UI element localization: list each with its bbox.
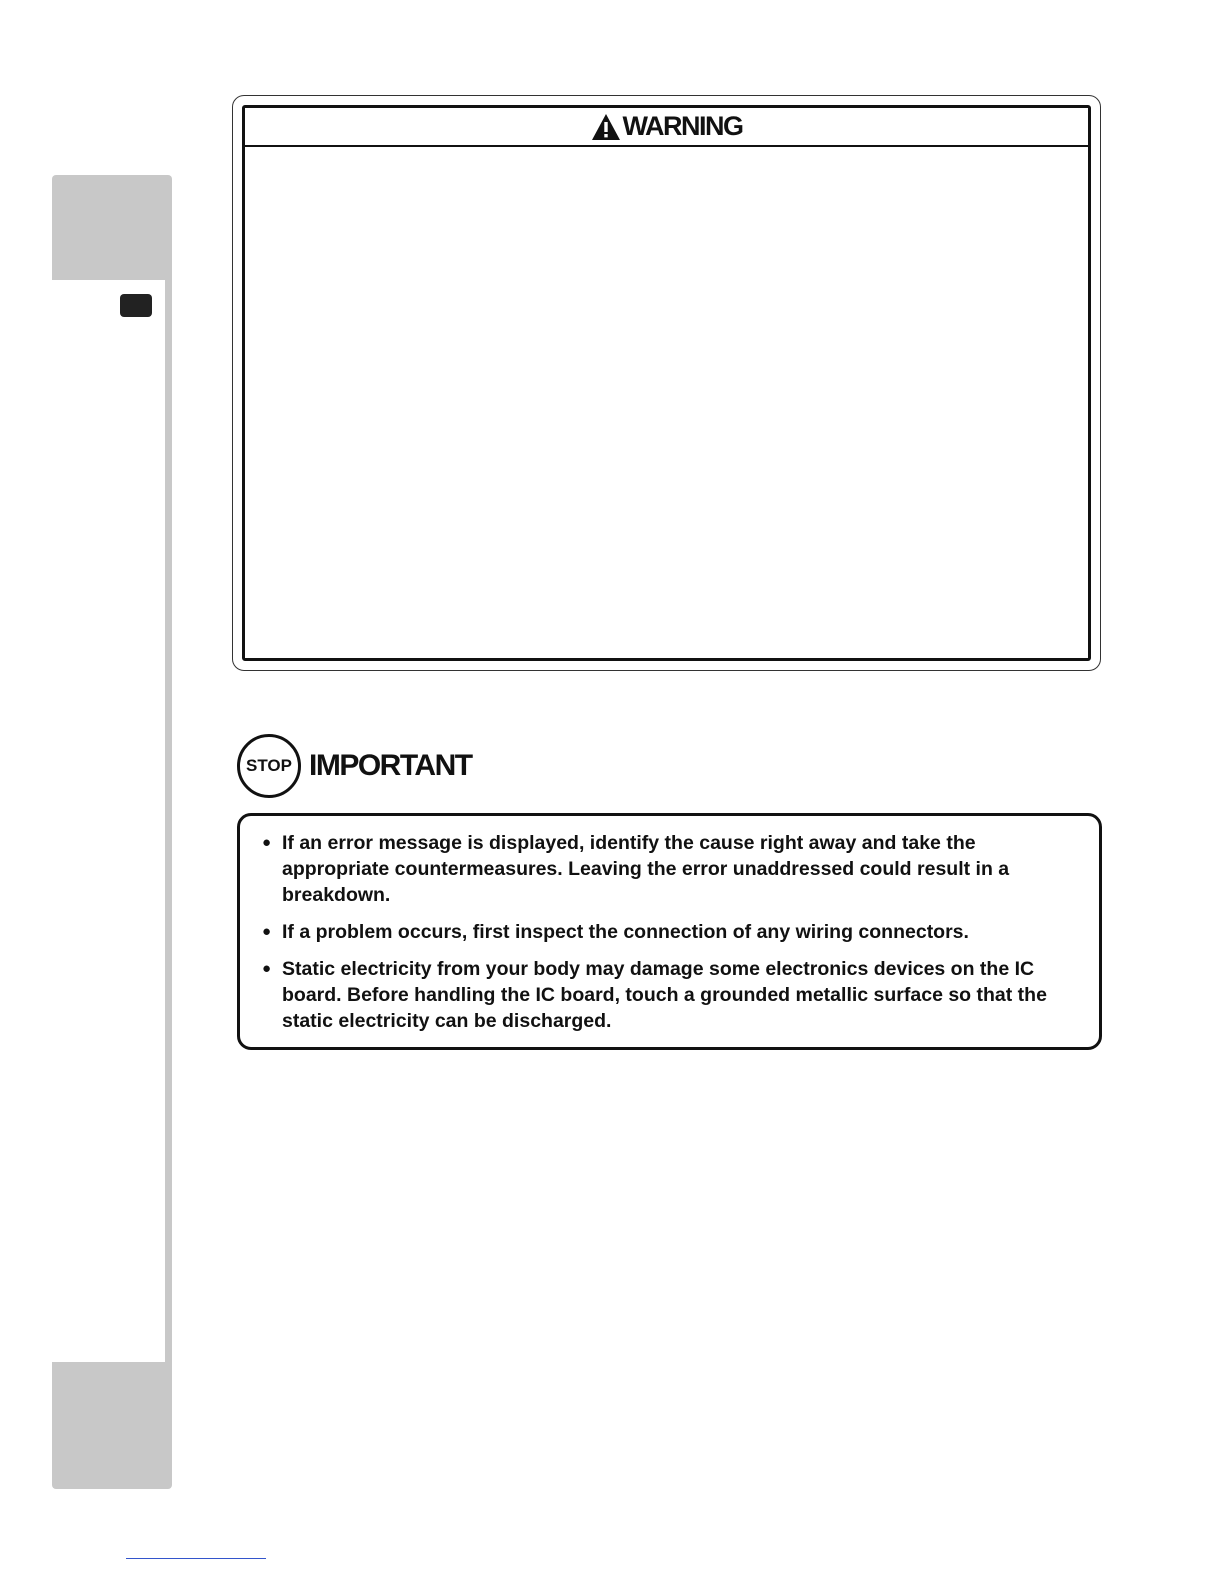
bullet-icon: ● <box>262 960 272 977</box>
important-item-text: If an error message is displayed, identify the cause right away and take the appropriate countermeasures. Leaving the error unaddressed could result in a breakdown. <box>282 832 1010 906</box>
side-tab-bottom <box>52 1362 172 1489</box>
stop-icon <box>237 734 301 798</box>
stop-icon-label: STOP <box>246 756 292 775</box>
important-list <box>262 830 1077 1034</box>
bullet-icon: ● <box>262 834 272 851</box>
bullet-icon: ● <box>262 923 272 940</box>
important-heading <box>237 734 472 798</box>
important-item-text: Static electricity from your body may damage some electronics devices on the IC board. Before handling the IC board, touch a grounded metallic surface so that the static electricity can be discharged. <box>282 958 1047 1032</box>
important-item-text: If a problem occurs, first inspect the connection of any wiring connectors. <box>282 921 969 943</box>
warning-title: WARNING <box>622 111 743 141</box>
warning-header <box>245 108 1088 147</box>
warning-frame <box>242 105 1091 661</box>
side-tab-rail <box>165 280 172 1365</box>
important-box <box>237 813 1102 1050</box>
footer-rule <box>126 1558 266 1559</box>
side-tab-top <box>52 175 172 280</box>
important-item <box>262 919 1077 945</box>
important-title: IMPORTANT <box>309 749 472 782</box>
side-tab-strip <box>52 175 172 1489</box>
warning-triangle-icon <box>591 113 621 141</box>
chapter-marker <box>120 294 152 317</box>
warning-panel <box>232 95 1101 671</box>
important-item <box>262 830 1077 908</box>
important-item <box>262 956 1077 1034</box>
